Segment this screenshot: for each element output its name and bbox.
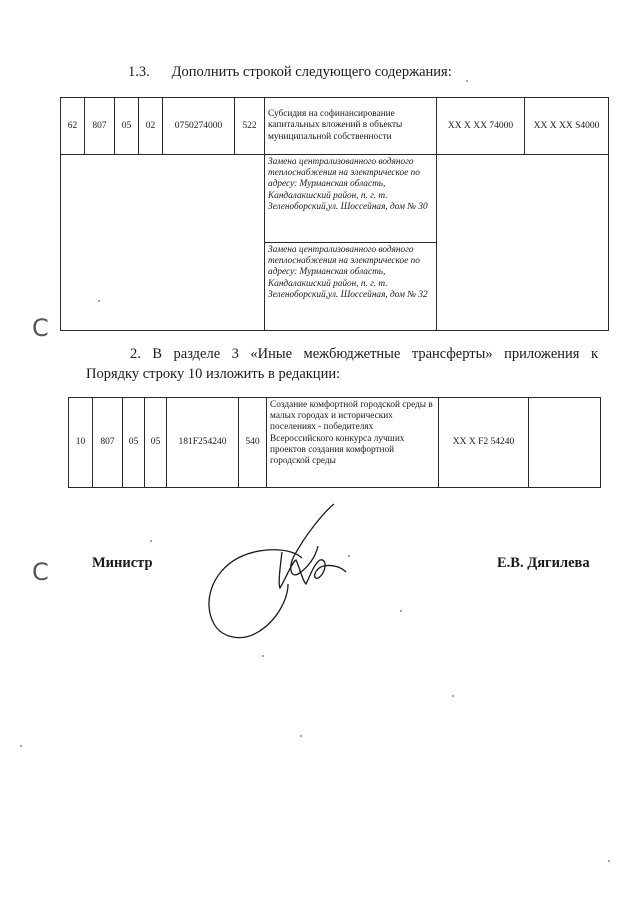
table-cell: 181F254240 xyxy=(167,398,239,488)
scan-speck xyxy=(300,735,302,737)
empty-cell xyxy=(437,155,609,331)
table-cell: XX X XX 74000 xyxy=(437,98,525,155)
table-cell: 540 xyxy=(239,398,267,488)
margin-mark: C xyxy=(32,314,49,342)
table-cell: XX X F2 54240 xyxy=(439,398,529,488)
handwritten-signature xyxy=(196,498,356,648)
scan-speck xyxy=(98,300,100,302)
table-cell: 807 xyxy=(93,398,123,488)
table-cell: 10 xyxy=(69,398,93,488)
scan-speck xyxy=(466,80,468,82)
table-cell: Создание комфортной городской среды в малых городах и исторических поселениях - победителях Всероссийского конкурса лучших проектов создания комфортной городской среды xyxy=(267,398,439,488)
table-cell: Замена централизованного водяного теплоснабжения на электрическое по адресу: Мурманская область, Кандалакшский район, п. г. т. Зеленоборский,ул. Шоссейная, дом № 30 xyxy=(265,155,437,243)
table-cell: 05 xyxy=(115,98,139,155)
table-cell: 807 xyxy=(85,98,115,155)
scan-speck xyxy=(150,540,152,542)
table-row xyxy=(61,155,609,243)
table-cell: Субсидия на софинансирование капитальных вложений в объекты муниципальной собственности xyxy=(265,98,437,155)
table-cell: XX X XX S4000 xyxy=(525,98,609,155)
section-2 xyxy=(86,344,598,384)
margin-mark: C xyxy=(32,558,49,586)
table-cell: 522 xyxy=(235,98,265,155)
table-cell: 05 xyxy=(123,398,145,488)
section-2-line-1: 2. В разделе 3 «Иные межбюджетные трансферты» приложения к xyxy=(130,346,598,362)
table-cell: 02 xyxy=(139,98,163,155)
scan-speck xyxy=(608,860,610,862)
addition-table xyxy=(60,97,609,331)
scan-speck xyxy=(262,655,264,657)
table-cell: 0750274000 xyxy=(163,98,235,155)
signatory-title: Министр xyxy=(92,555,153,571)
scan-speck xyxy=(400,610,402,612)
section-1-3-number: 1.3. xyxy=(128,64,150,80)
table-row xyxy=(69,398,601,488)
table-cell: 62 xyxy=(61,98,85,155)
section-2-line-2: Порядку строку 10 изложить в редакции: xyxy=(86,366,341,382)
scan-speck xyxy=(348,555,350,557)
scan-speck xyxy=(452,695,454,697)
table-row xyxy=(61,98,609,155)
section-1-3-text: Дополнить строкой следующего содержания: xyxy=(171,64,452,80)
signatory-name: Е.В. Дягилева xyxy=(497,555,590,571)
replacement-table xyxy=(68,397,601,488)
table-cell: Замена централизованного водяного теплоснабжения на электрическое по адресу: Мурманская область, Кандалакшский район, п. г. т. Зеленоборский,ул. Шоссейная, дом № 32 xyxy=(265,243,437,331)
table-cell xyxy=(529,398,601,488)
scan-speck xyxy=(20,745,22,747)
section-1-3 xyxy=(128,64,452,81)
empty-cell xyxy=(61,155,265,331)
table-cell: 05 xyxy=(145,398,167,488)
